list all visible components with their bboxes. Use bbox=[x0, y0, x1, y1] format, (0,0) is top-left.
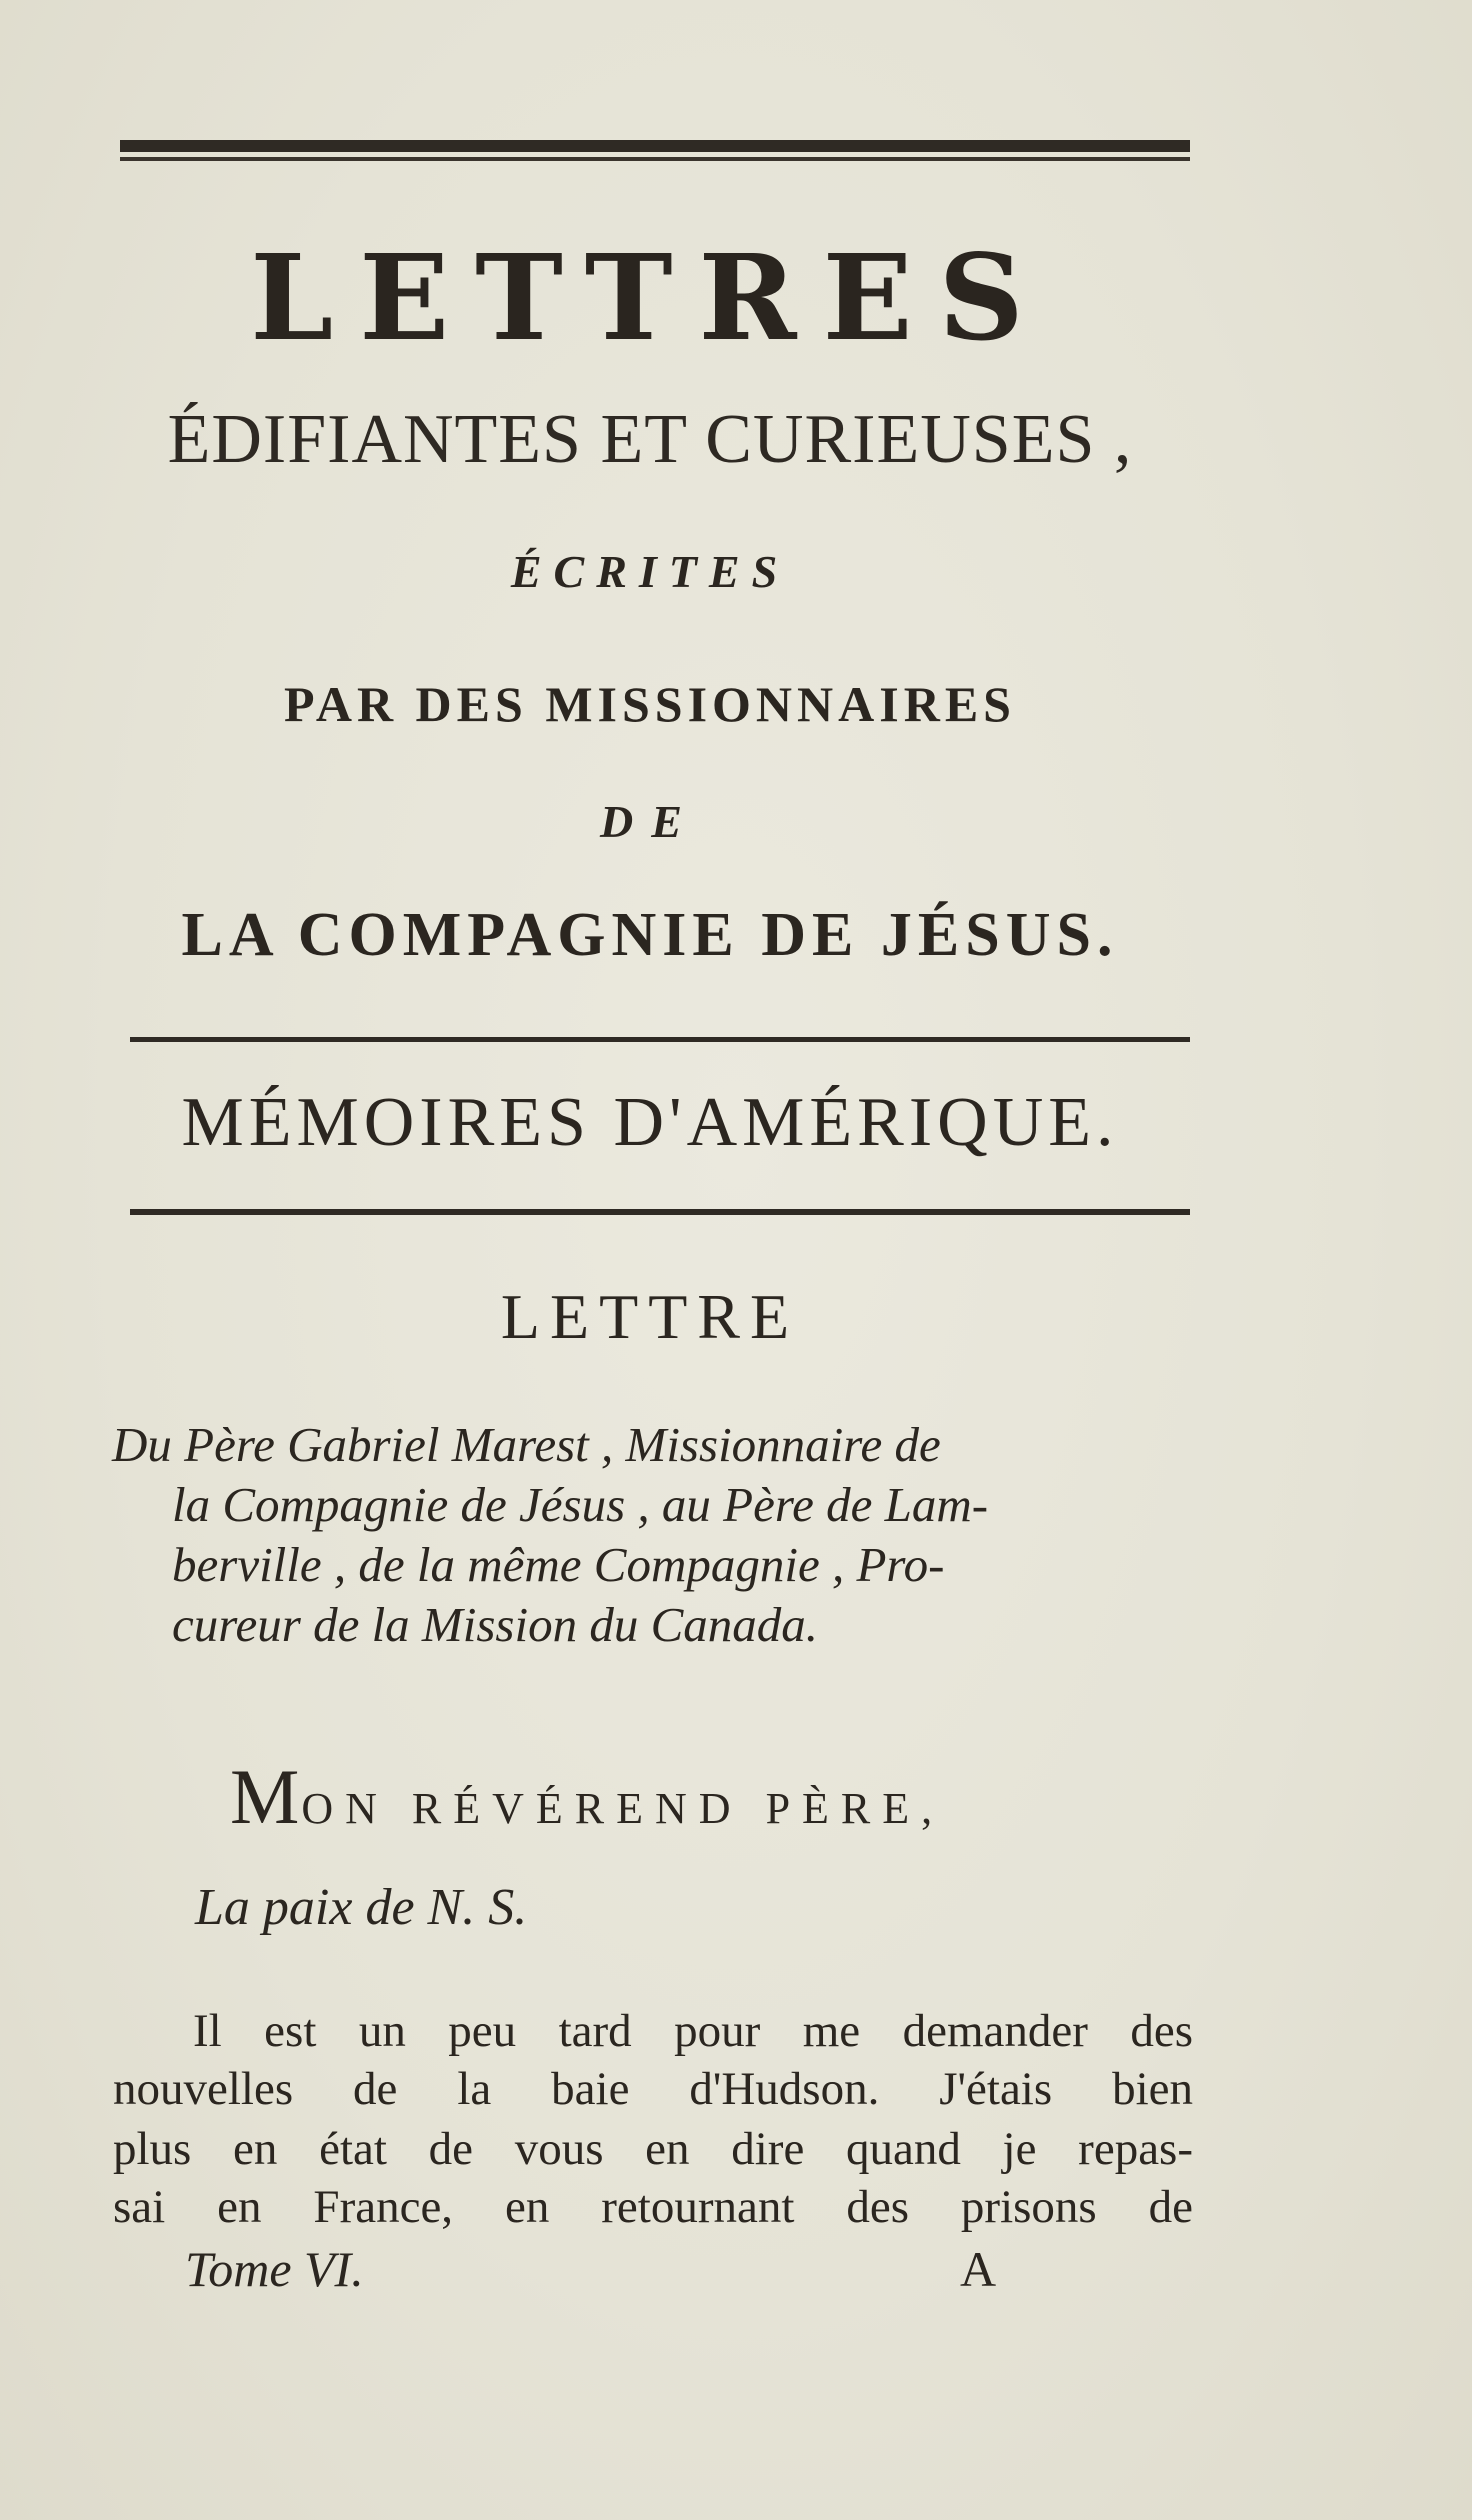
body-line: nouvelles de la baie d'Hudson. J'étais bien bbox=[113, 2063, 1193, 2115]
attribution-line: Du Père Gabriel Marest , Missionnaire de bbox=[112, 1417, 941, 1472]
section-bottom-rule bbox=[130, 1209, 1190, 1215]
salutation-text: ON RÉVÉREND PÈRE, bbox=[301, 1784, 945, 1833]
attribution-line: berville , de la même Compagnie , Pro- bbox=[172, 1537, 945, 1592]
signature-mark: A bbox=[960, 2241, 997, 2297]
body-line: Il est un peu tard pour me demander des bbox=[193, 2005, 1193, 2057]
by-missionaries-line: PAR DES MISSIONNAIRES bbox=[284, 676, 1016, 732]
written-label: ÉCRITES bbox=[510, 546, 790, 597]
section-top-rule bbox=[130, 1037, 1190, 1042]
salutation bbox=[230, 1752, 944, 1842]
letter-heading: LETTRE bbox=[500, 1281, 800, 1352]
attribution-line: la Compagnie de Jésus , au Père de Lam- bbox=[172, 1477, 989, 1532]
body-line: plus en état de vous en dire quand je repas- bbox=[113, 2123, 1193, 2175]
top-thick-rule bbox=[120, 140, 1190, 152]
attribution-line: cureur de la Mission du Canada. bbox=[172, 1597, 819, 1652]
section-title: MÉMOIRES D'AMÉRIQUE. bbox=[181, 1084, 1119, 1161]
company-line: LA COMPAGNIE DE JÉSUS. bbox=[181, 901, 1119, 969]
of-label: DE bbox=[600, 796, 700, 847]
body-line: sai en France, en retournant des prisons de bbox=[113, 2181, 1193, 2233]
volume-label: Tome VI. bbox=[185, 2241, 364, 2297]
subtitle: ÉDIFIANTES ET CURIEUSES , bbox=[167, 401, 1133, 478]
greeting: La paix de N. S. bbox=[195, 1879, 528, 1936]
salutation-initial: M bbox=[230, 1753, 302, 1840]
top-thin-rule bbox=[120, 157, 1190, 161]
main-title: LETTRES bbox=[250, 228, 1050, 367]
